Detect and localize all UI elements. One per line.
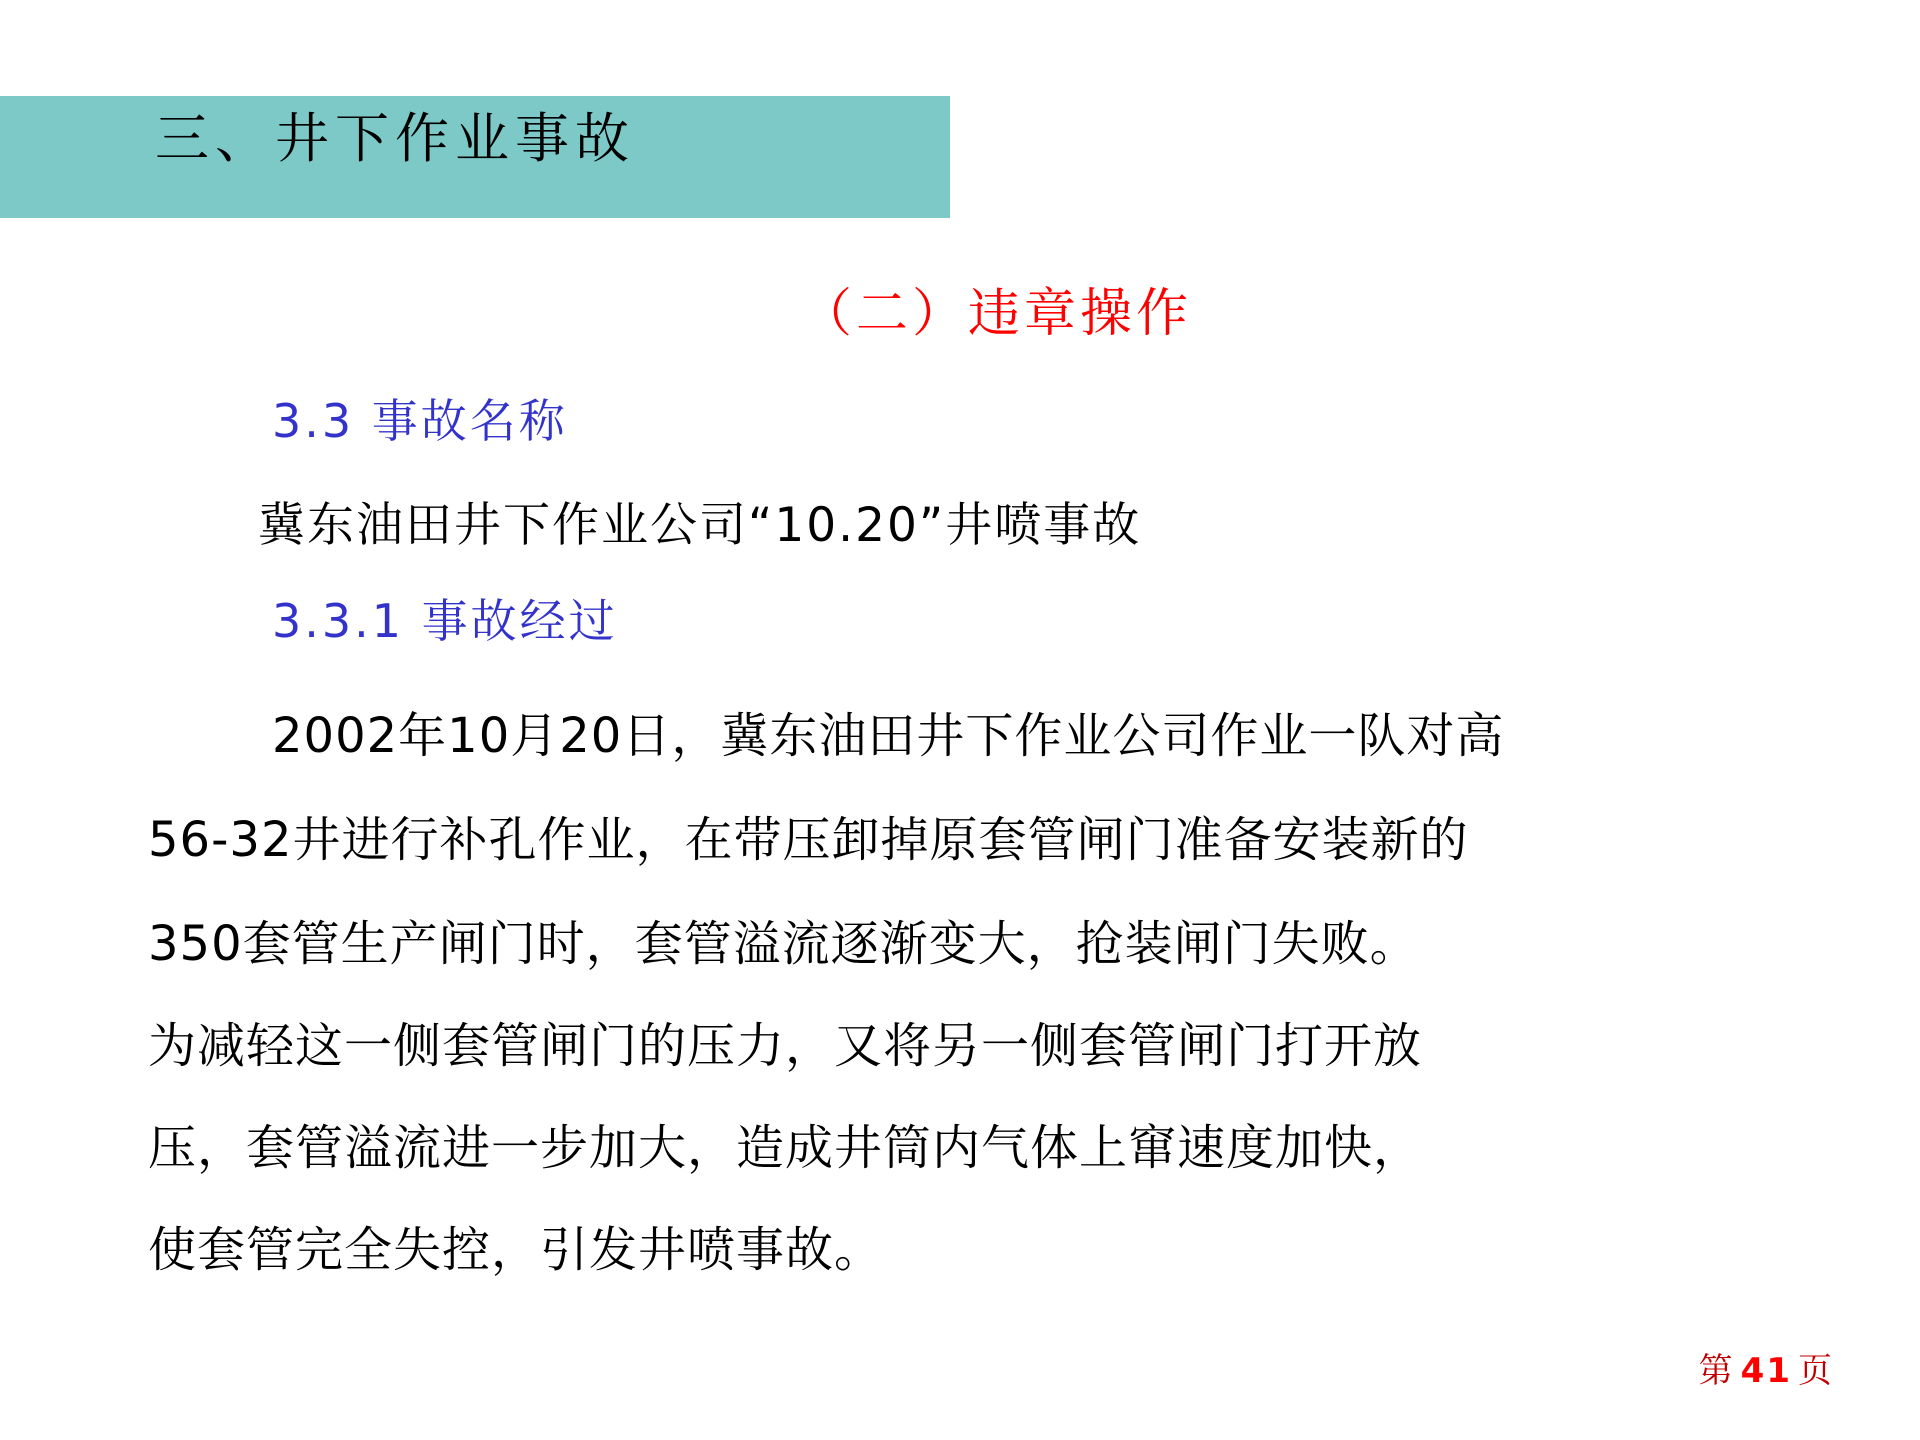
paragraph-line: 2002年10月20日，冀东油田井下作业公司作业一队对高 <box>272 708 1505 764</box>
subsection-title: （二）违章操作 <box>800 284 1193 344</box>
heading-accident-process: 3.3.1 事故经过 <box>272 594 618 648</box>
footer-page-number: 41 <box>1740 1351 1792 1391</box>
paragraph-line: 压，套管溢流进一步加大，造成井筒内气体上窜速度加快， <box>148 1120 1423 1176</box>
accident-name-text: 冀东油田井下作业公司“10.20”井喷事故 <box>258 498 1142 553</box>
paragraph-line: 56-32井进行补孔作业，在带压卸掉原套管闸门准备安装新的 <box>148 812 1469 868</box>
paragraph-line: 为减轻这一侧套管闸门的压力，又将另一侧套管闸门打开放 <box>148 1018 1423 1074</box>
section-banner-title: 三、井下作业事故 <box>155 107 635 170</box>
paragraph-line: 使套管完全失控，引发井喷事故。 <box>148 1222 884 1278</box>
page-footer <box>1699 1343 1834 1392</box>
paragraph-line: 350套管生产闸门时，套管溢流逐渐变大，抢装闸门失败。 <box>148 916 1419 972</box>
footer-suffix: 页 <box>1798 1351 1834 1391</box>
footer-prefix: 第 <box>1698 1351 1735 1391</box>
heading-accident-name: 3.3 事故名称 <box>272 394 568 448</box>
